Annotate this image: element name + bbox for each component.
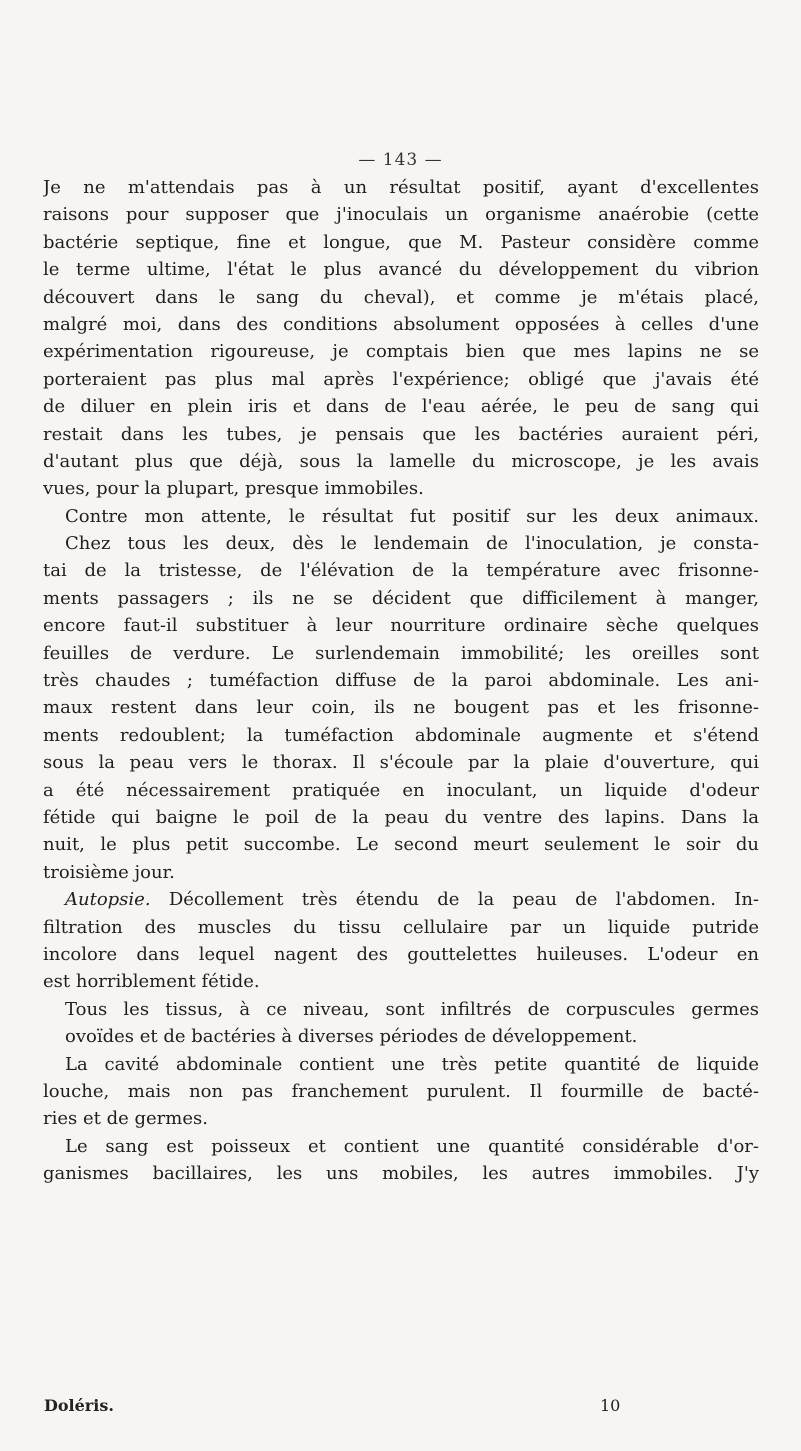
text-line: ganismes bacillaires, les uns mobiles, les autres immobiles. J'y (43, 1163, 759, 1185)
text-line: encore faut-il substituer à leur nourriture ordinaire sèche quelques (43, 615, 759, 637)
text-line: le terme ultime, l'état le plus avancé du développement du vibrion (43, 259, 759, 281)
text-line: restait dans les tubes, je pensais que les bactéries auraient péri, (43, 423, 759, 445)
text-line: très chaudes ; tuméfaction diffuse de la paroi abdominale. Les ani- (43, 670, 759, 692)
text-line: ovoïdes et de bactéries à diverses périodes de développement. (65, 1026, 638, 1048)
text-line: troisième jour. (43, 861, 175, 883)
text-line: louche, mais non pas franchement purulent. Il fourmille de bacté- (43, 1080, 759, 1102)
text-line: nuit, le plus petit succombe. Le second meurt seulement le soir du (43, 834, 759, 856)
text-line: Le sang est poisseux et contient une quantité considérable d'or- (65, 1135, 759, 1157)
text-line: de diluer en plein iris et dans de l'eau aérée, le peu de sang qui (43, 396, 759, 418)
text-line: ments redoublent; la tuméfaction abdominale augmente et s'étend (43, 724, 759, 746)
text-line: tai de la tristesse, de l'élévation de la température avec frisonne- (43, 560, 759, 582)
text-line: d'autant plus que déjà, sous la lamelle du microscope, je les avais (43, 450, 759, 472)
text-line: porteraient pas plus mal après l'expérience; obligé que j'avais été (43, 368, 759, 390)
text-line: Tous les tissus, à ce niveau, sont infiltrés de corpuscules germes (65, 998, 759, 1020)
text-line (43, 886, 759, 913)
body-text (43, 174, 759, 1187)
text-line: maux restent dans leur coin, ils ne bougent pas et les frisonne- (43, 697, 759, 719)
text-line: sous la peau vers le thorax. Il s'écoule par la plaie d'ouverture, qui (43, 752, 759, 774)
footer-author: Doléris. (44, 1396, 114, 1415)
text-line: filtration des muscles du tissu cellulaire par un liquide putride (43, 916, 759, 938)
text-line: Chez tous les deux, dès le lendemain de l'inoculation, je consta- (65, 533, 759, 555)
text-line: bactérie septique, fine et longue, que M. Pasteur considère comme (43, 231, 759, 253)
text-line: ments passagers ; ils ne se décident que difficilement à manger, (43, 587, 759, 609)
text-line: raisons pour supposer que j'inoculais un organisme anaérobie (cette (43, 204, 759, 226)
text-line: Contre mon attente, le résultat fut positif sur les deux animaux. (65, 505, 759, 527)
autopsie-label: Autopsie. (65, 889, 151, 911)
text-line: malgré moi, dans des conditions absolument opposées à celles d'une (43, 313, 759, 335)
signature-mark: 10 (600, 1396, 621, 1415)
text-line: est horriblement fétide. (43, 971, 260, 993)
text-line: ries et de germes. (43, 1108, 208, 1130)
text-line: a été nécessairement pratiquée en inoculant, un liquide d'odeur (43, 779, 759, 801)
text-line-rest: Décollement très étendu de la peau de l'abdomen. In- (168, 889, 759, 911)
text-line: fétide qui baigne le poil de la peau du ventre des lapins. Dans la (43, 806, 759, 828)
text-line: vues, pour la plupart, presque immobiles. (43, 478, 424, 500)
page-footer (44, 1394, 624, 1418)
text-line: La cavité abdominale contient une très petite quantité de liquide (65, 1053, 759, 1075)
text-line: découvert dans le sang du cheval), et comme je m'étais placé, (43, 286, 759, 308)
text-line: Je ne m'attendais pas à un résultat positif, ayant d'excellentes (43, 177, 759, 198)
text-line: incolore dans lequel nagent des gouttelettes huileuses. L'odeur en (43, 943, 759, 965)
text-line: expérimentation rigoureuse, je comptais bien que mes lapins ne se (43, 341, 759, 363)
page-number: — 143 — (358, 150, 443, 170)
text-line: feuilles de verdure. Le surlendemain immobilité; les oreilles sont (43, 642, 759, 664)
